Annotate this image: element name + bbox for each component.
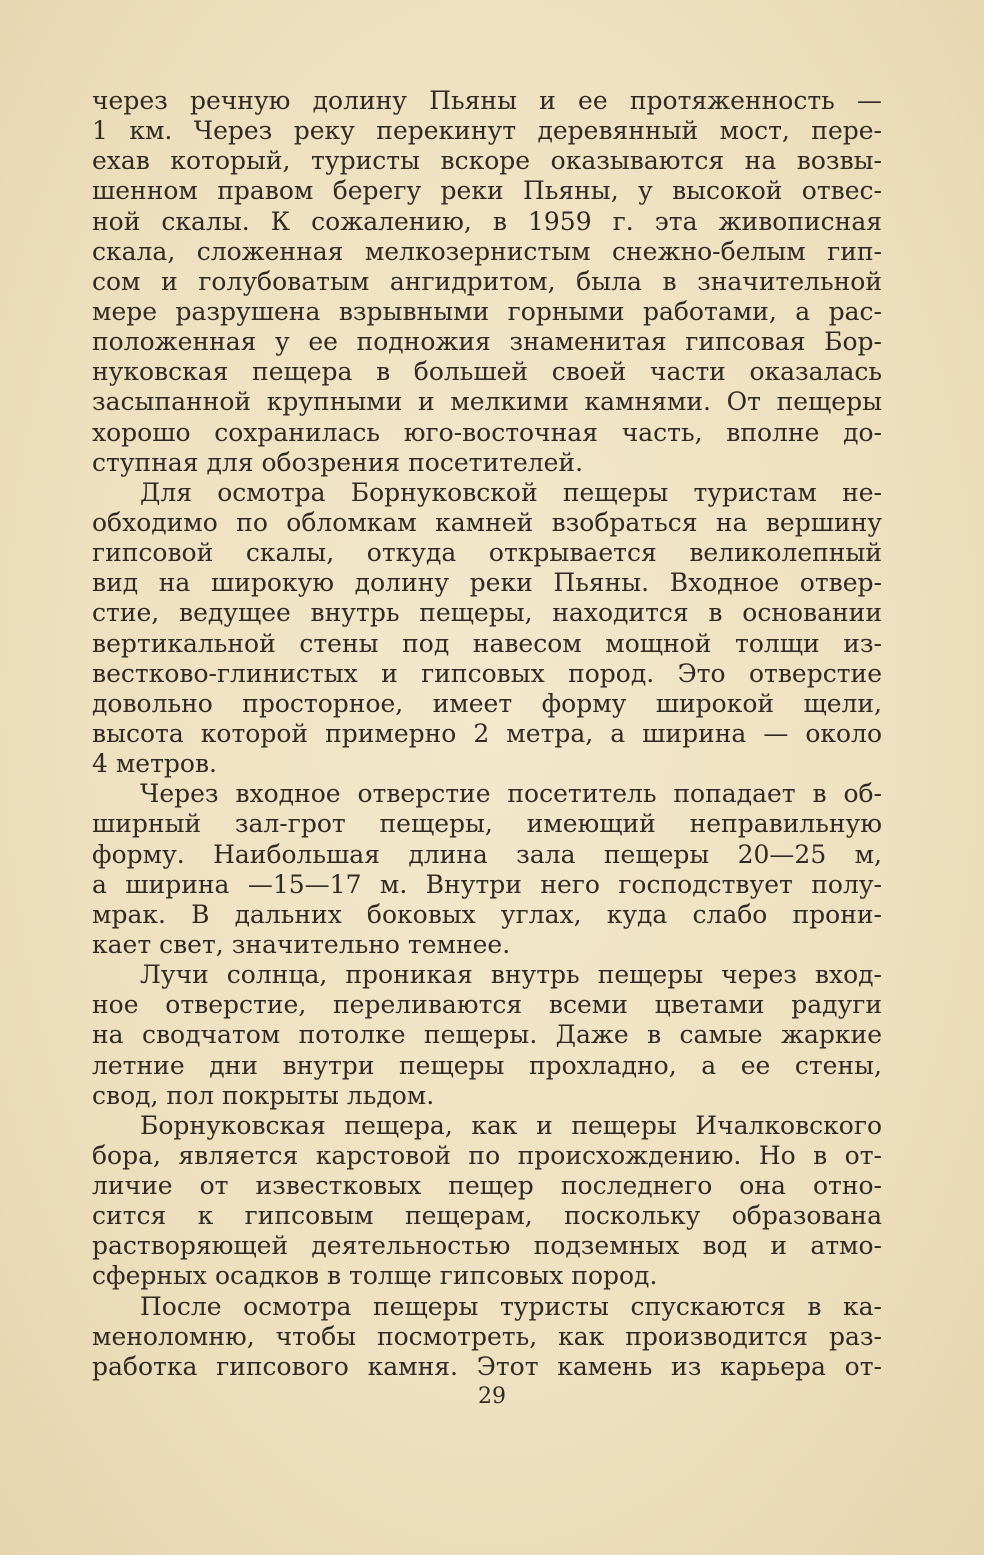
text-line: ной скалы. К сожалению, в 1959 г. эта живописная	[92, 206, 882, 236]
text-line: вестково-глинистых и гипсовых пород. Это отверстие	[92, 658, 882, 688]
page-number: 29	[478, 1384, 506, 1409]
text-line: Борнуковская пещера, как и пещеры Ичалковского	[140, 1110, 882, 1140]
text-line: высота которой примерно 2 метра, а ширина — около	[92, 718, 882, 748]
text-line: После осмотра пещеры туристы спускаются в ка-	[140, 1291, 882, 1321]
text-line: хорошо сохранилась юго-восточная часть, вполне до-	[92, 417, 882, 447]
text-line: довольно просторное, имеет форму широкой щели,	[92, 688, 882, 718]
text-line: ное отверстие, переливаются всеми цветами радуги	[92, 990, 882, 1020]
text-line: Через входное отверстие посетитель попадает в об-	[140, 779, 882, 809]
text-line: через речную долину Пьяны и ее протяженность —	[92, 86, 882, 115]
text-line: шенном правом берегу реки Пьяны, у высокой отвес-	[92, 176, 882, 206]
text-line: скала, сложенная мелкозернистым снежно-белым гип-	[92, 236, 882, 266]
text-line: растворяющей деятельностью подземных вод и атмо-	[92, 1231, 882, 1261]
text-line: обходимо по обломкам камней взобраться на вершину	[92, 507, 882, 537]
text-line: кает свет, значительно темнее.	[92, 929, 511, 959]
text-line: положенная у ее подножия знаменитая гипсовая Бор-	[92, 327, 882, 357]
text-line: ехав который, туристы вскоре оказываются на возвы-	[92, 146, 882, 176]
text-line: засыпанной крупными и мелкими камнями. От пещеры	[92, 387, 882, 417]
text-line: летние дни внутри пещеры прохладно, а ее стены,	[92, 1050, 882, 1080]
text-line: форму. Наибольшая длина зала пещеры 20—25 м,	[92, 839, 882, 869]
text-line: стие, ведущее внутрь пещеры, находится в основании	[92, 598, 882, 628]
text-line: Для осмотра Борнуковской пещеры туристам не-	[140, 477, 882, 507]
text-line: 1 км. Через реку перекинут деревянный мост, пере-	[92, 116, 882, 146]
text-line: мрак. В дальних боковых углах, куда слабо прони-	[92, 899, 882, 929]
text-line: ширный зал-грот пещеры, имеющий неправильную	[92, 809, 882, 839]
text-line: бора, является карстовой по происхождению. Но в от-	[92, 1140, 882, 1170]
body-text	[92, 86, 882, 1382]
text-line: сферных осадков в толще гипсовых пород.	[92, 1261, 658, 1291]
text-line: ступная для обозрения посетителей.	[92, 447, 584, 477]
text-line: работка гипсового камня. Этот камень из карьера от-	[92, 1351, 882, 1381]
text-line: мере разрушена взрывными горными работами, а рас-	[92, 296, 882, 326]
text-line: сится к гипсовым пещерам, поскольку образована	[92, 1201, 882, 1231]
text-line: нуковская пещера в большей своей части оказалась	[92, 357, 882, 387]
text-line: на сводчатом потолке пещеры. Даже в самые жаркие	[92, 1020, 882, 1050]
text-line: личие от известковых пещер последнего она отно-	[92, 1171, 882, 1201]
text-line: свод, пол покрыты льдом.	[92, 1080, 435, 1110]
text-line: вид на широкую долину реки Пьяны. Входное отвер-	[92, 568, 882, 598]
text-line: Лучи солнца, проникая внутрь пещеры через вход-	[140, 960, 882, 990]
text-line: гипсовой скалы, откуда открывается великолепный	[92, 538, 882, 568]
text-line: меноломню, чтобы посмотреть, как производится раз-	[92, 1321, 882, 1351]
text-line: вертикальной стены под навесом мощной толщи из-	[92, 628, 882, 658]
text-line: а ширина —15—17 м. Внутри него господствует полу-	[92, 869, 882, 899]
text-line: 4 метров.	[92, 749, 217, 779]
text-line: сом и голубоватым ангидритом, была в значительной	[92, 266, 882, 296]
